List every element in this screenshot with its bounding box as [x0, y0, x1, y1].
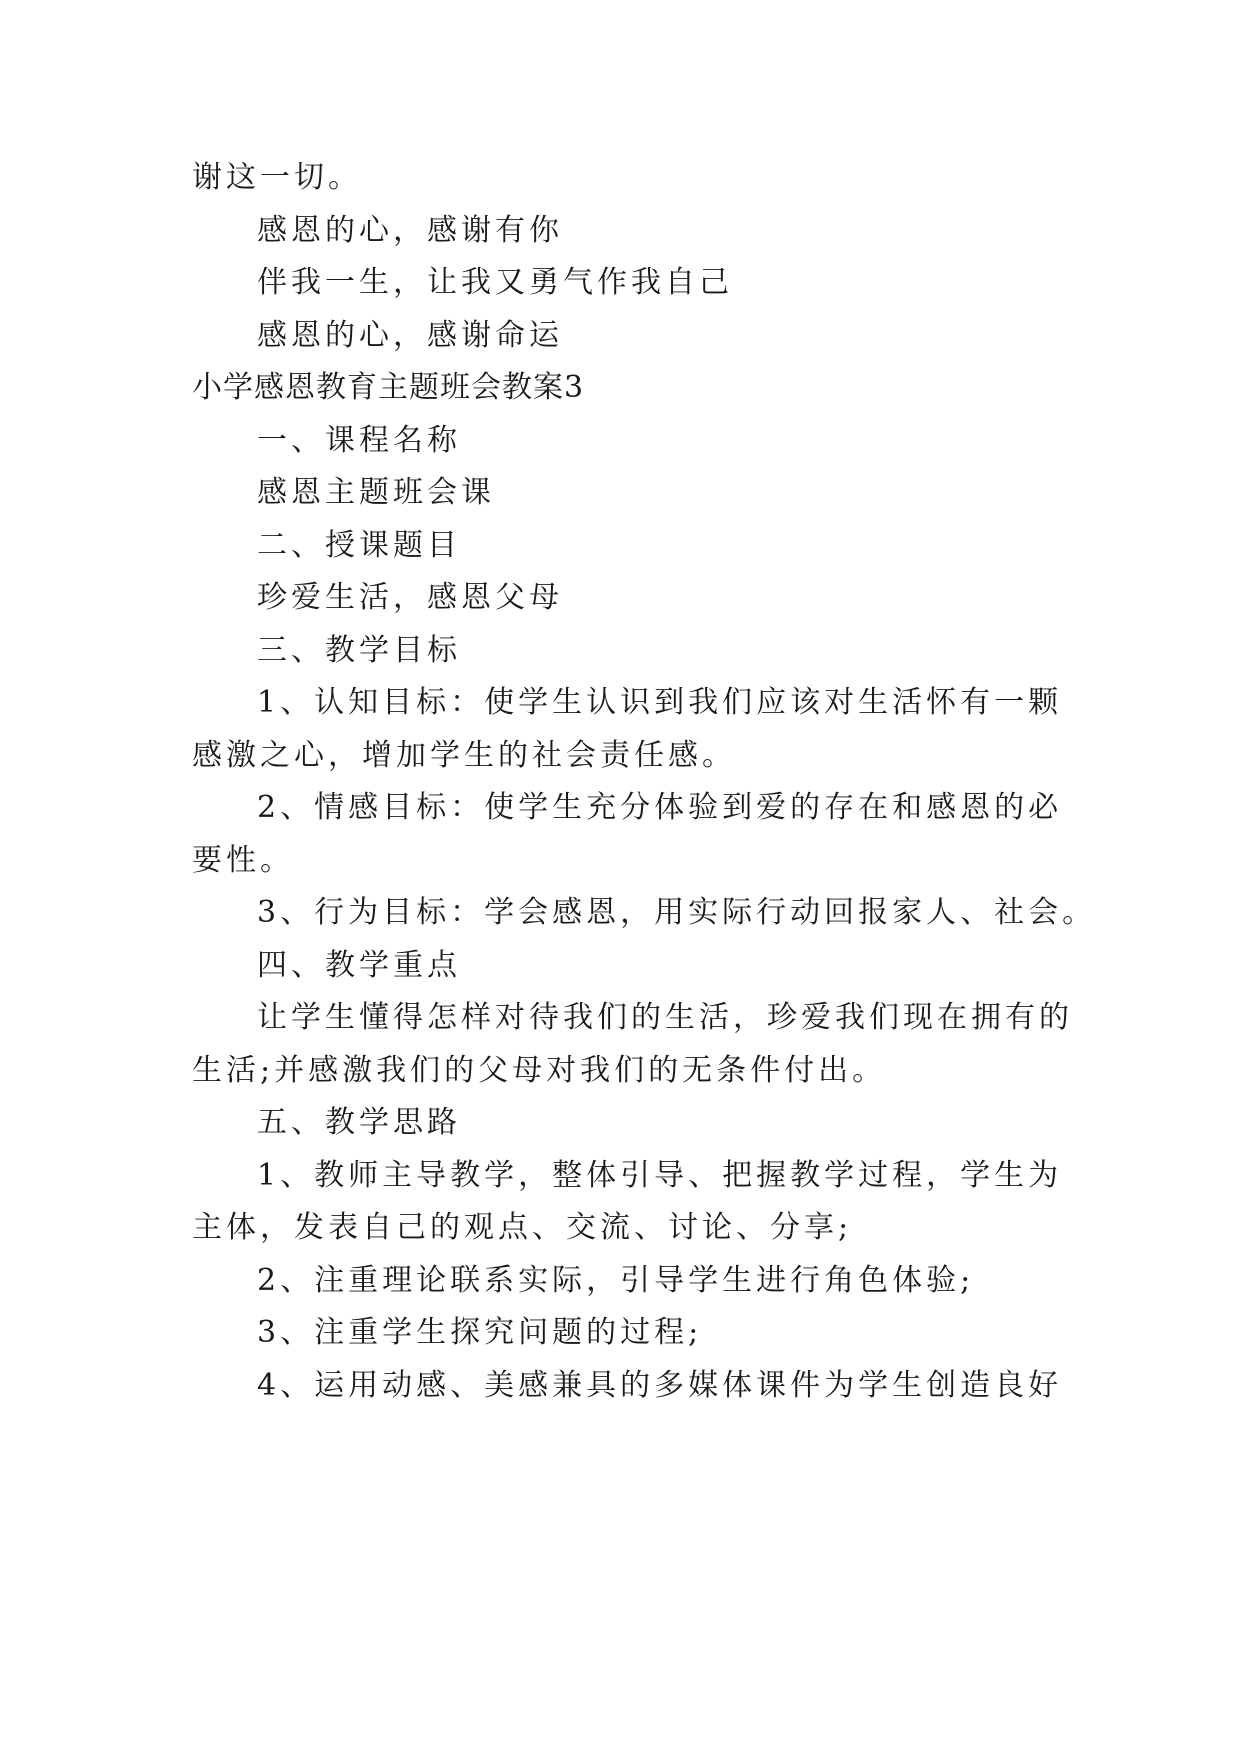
paragraph: 1、认知目标：使学生认识到我们应该对生活怀有一颗: [257, 685, 1063, 720]
heading-teaching-goals: 三、教学目标: [257, 633, 461, 668]
heading-teaching-focus: 四、教学重点: [257, 948, 461, 983]
section-title: 小学感恩教育主题班会教案3: [192, 370, 585, 405]
poem-line: 感恩的心，感谢命运: [257, 318, 563, 353]
paragraph: 感恩主题班会课: [257, 475, 495, 510]
paragraph: 让学生懂得怎样对待我们的生活，珍爱我们现在拥有的: [257, 1000, 1073, 1035]
heading-teaching-approach: 五、教学思路: [257, 1105, 461, 1140]
paragraph: 3、注重学生探究问题的过程;: [257, 1315, 703, 1350]
paragraph-continuation: 要性。: [192, 843, 294, 878]
paragraph: 3、行为目标：学会感恩，用实际行动回报家人、社会。: [257, 895, 1097, 930]
paragraph-continuation: 谢这一切。: [192, 160, 362, 195]
paragraph: 4、运用动感、美感兼具的多媒体课件为学生创造良好: [257, 1368, 1063, 1403]
paragraph-continuation: 主体，发表自己的观点、交流、讨论、分享;: [192, 1210, 853, 1245]
heading-course-name: 一、课程名称: [257, 423, 461, 458]
paragraph-continuation: 感激之心，增加学生的社会责任感。: [192, 738, 736, 773]
heading-lesson-topic: 二、授课题目: [257, 528, 461, 563]
paragraph: 珍爱生活，感恩父母: [257, 580, 563, 615]
paragraph: 2、情感目标：使学生充分体验到爱的存在和感恩的必: [257, 790, 1063, 825]
paragraph: 2、注重理论联系实际，引导学生进行角色体验;: [257, 1263, 975, 1298]
poem-line: 伴我一生，让我又勇气作我自己: [257, 265, 733, 300]
paragraph-continuation: 生活;并感激我们的父母对我们的无条件付出。: [192, 1053, 887, 1088]
poem-line: 感恩的心，感谢有你: [257, 213, 563, 248]
paragraph: 1、教师主导教学，整体引导、把握教学过程，学生为: [257, 1158, 1063, 1193]
